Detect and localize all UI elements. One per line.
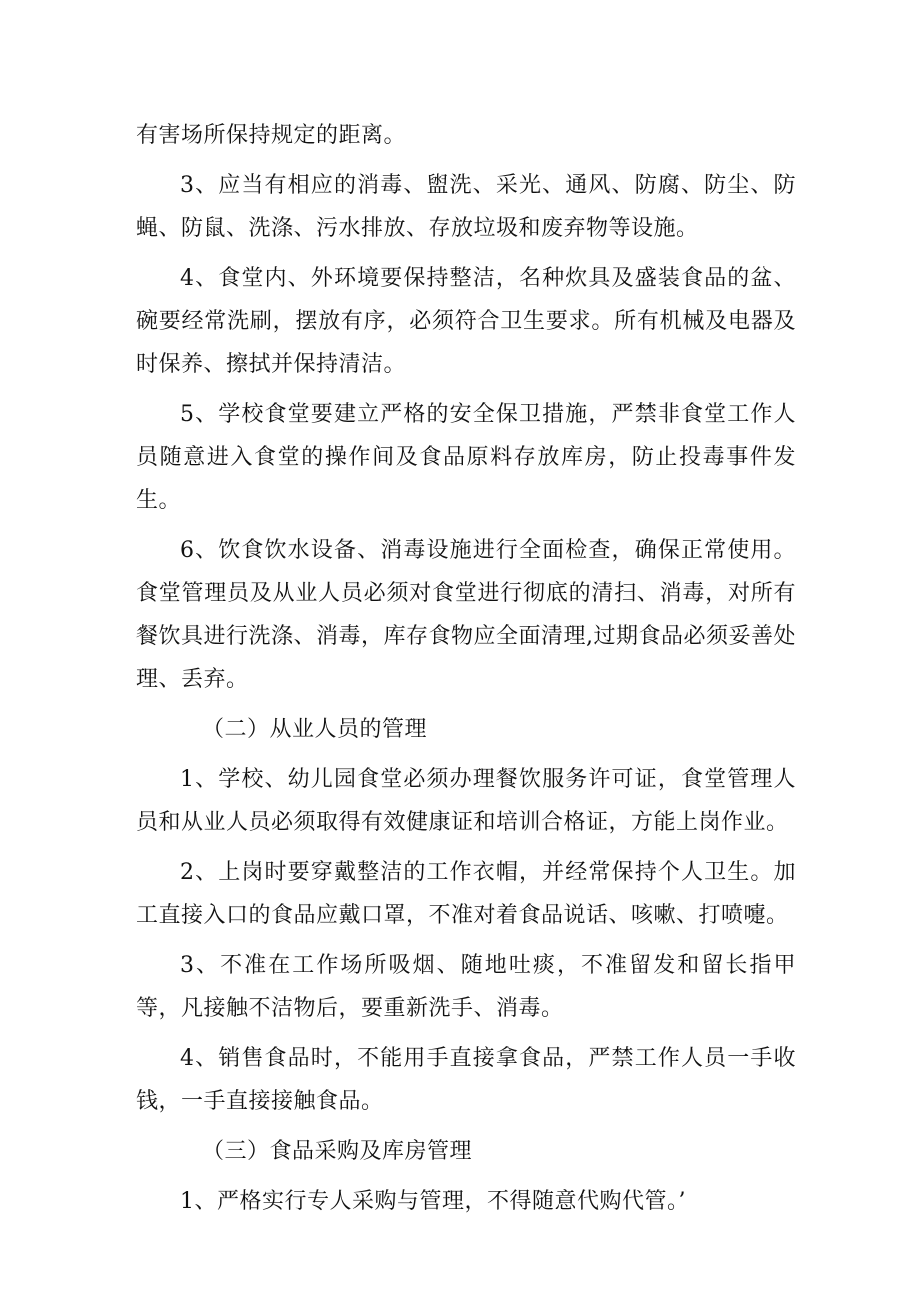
document-body <box>136 114 796 1223</box>
staff-item-3: 3、不准在工作场所吸烟、随地吐痰，不准留发和留长指甲等，凡接触不洁物后，要重新洗手、消毒。 <box>136 953 796 1021</box>
section-heading-staff: （二）从业人员的管理 <box>202 717 428 742</box>
procurement-item-1: 1、严格实行专人采购与管理，不得随意代购代管。’ <box>180 1189 686 1214</box>
staff-item-2: 2、上岗时要穿戴整洁的工作衣帽，并经常保持个人卫生。加工直接入口的食品应戴口罩，不准对着食品说话、咳嗽、打喷嚏。 <box>136 860 796 928</box>
staff-item-4: 4、销售食品时，不能用手直接拿食品，严禁工作人员一手收钱，一手直接接触食品。 <box>136 1046 796 1114</box>
paragraph-item-5: 5、学校食堂要建立严格的安全保卫措施，严禁非食堂工作人员随意进入食堂的操作间及食品原料存放库房，防止投毒事件发生。 <box>136 402 796 513</box>
section-heading-procurement: （三）食品采购及库房管理 <box>202 1139 473 1164</box>
paragraph-item-3: 3、应当有相应的消毒、盥洗、采光、通风、防腐、防尘、防蝇、防鼠、洗涤、污水排放、存放垃圾和废弃物等设施。 <box>136 173 796 241</box>
paragraph-continuation: 有害场所保持规定的距离。 <box>136 123 407 148</box>
paragraph-item-6: 6、饮食饮水设备、消毒设施进行全面检查，确保正常使用。食堂管理员及从业人员必须对食堂进行彻底的清扫、消毒，对所有餐饮具进行洗涤、消毒，库存食物应全面清理,过期食品必须妥善处理、丢弃。 <box>136 538 796 692</box>
staff-item-1: 1、学校、幼儿园食堂必须办理餐饮服务许可证，食堂管理人员和从业人员必须取得有效健康证和培训合格证，方能上岗作业。 <box>136 767 796 835</box>
paragraph-item-4: 4、食堂内、外环境要保持整洁，名种炊具及盛装食品的盆、碗要经常洗刷，摆放有序，必须符合卫生要求。所有机械及电器及时保养、擦拭并保持清洁。 <box>136 266 796 377</box>
